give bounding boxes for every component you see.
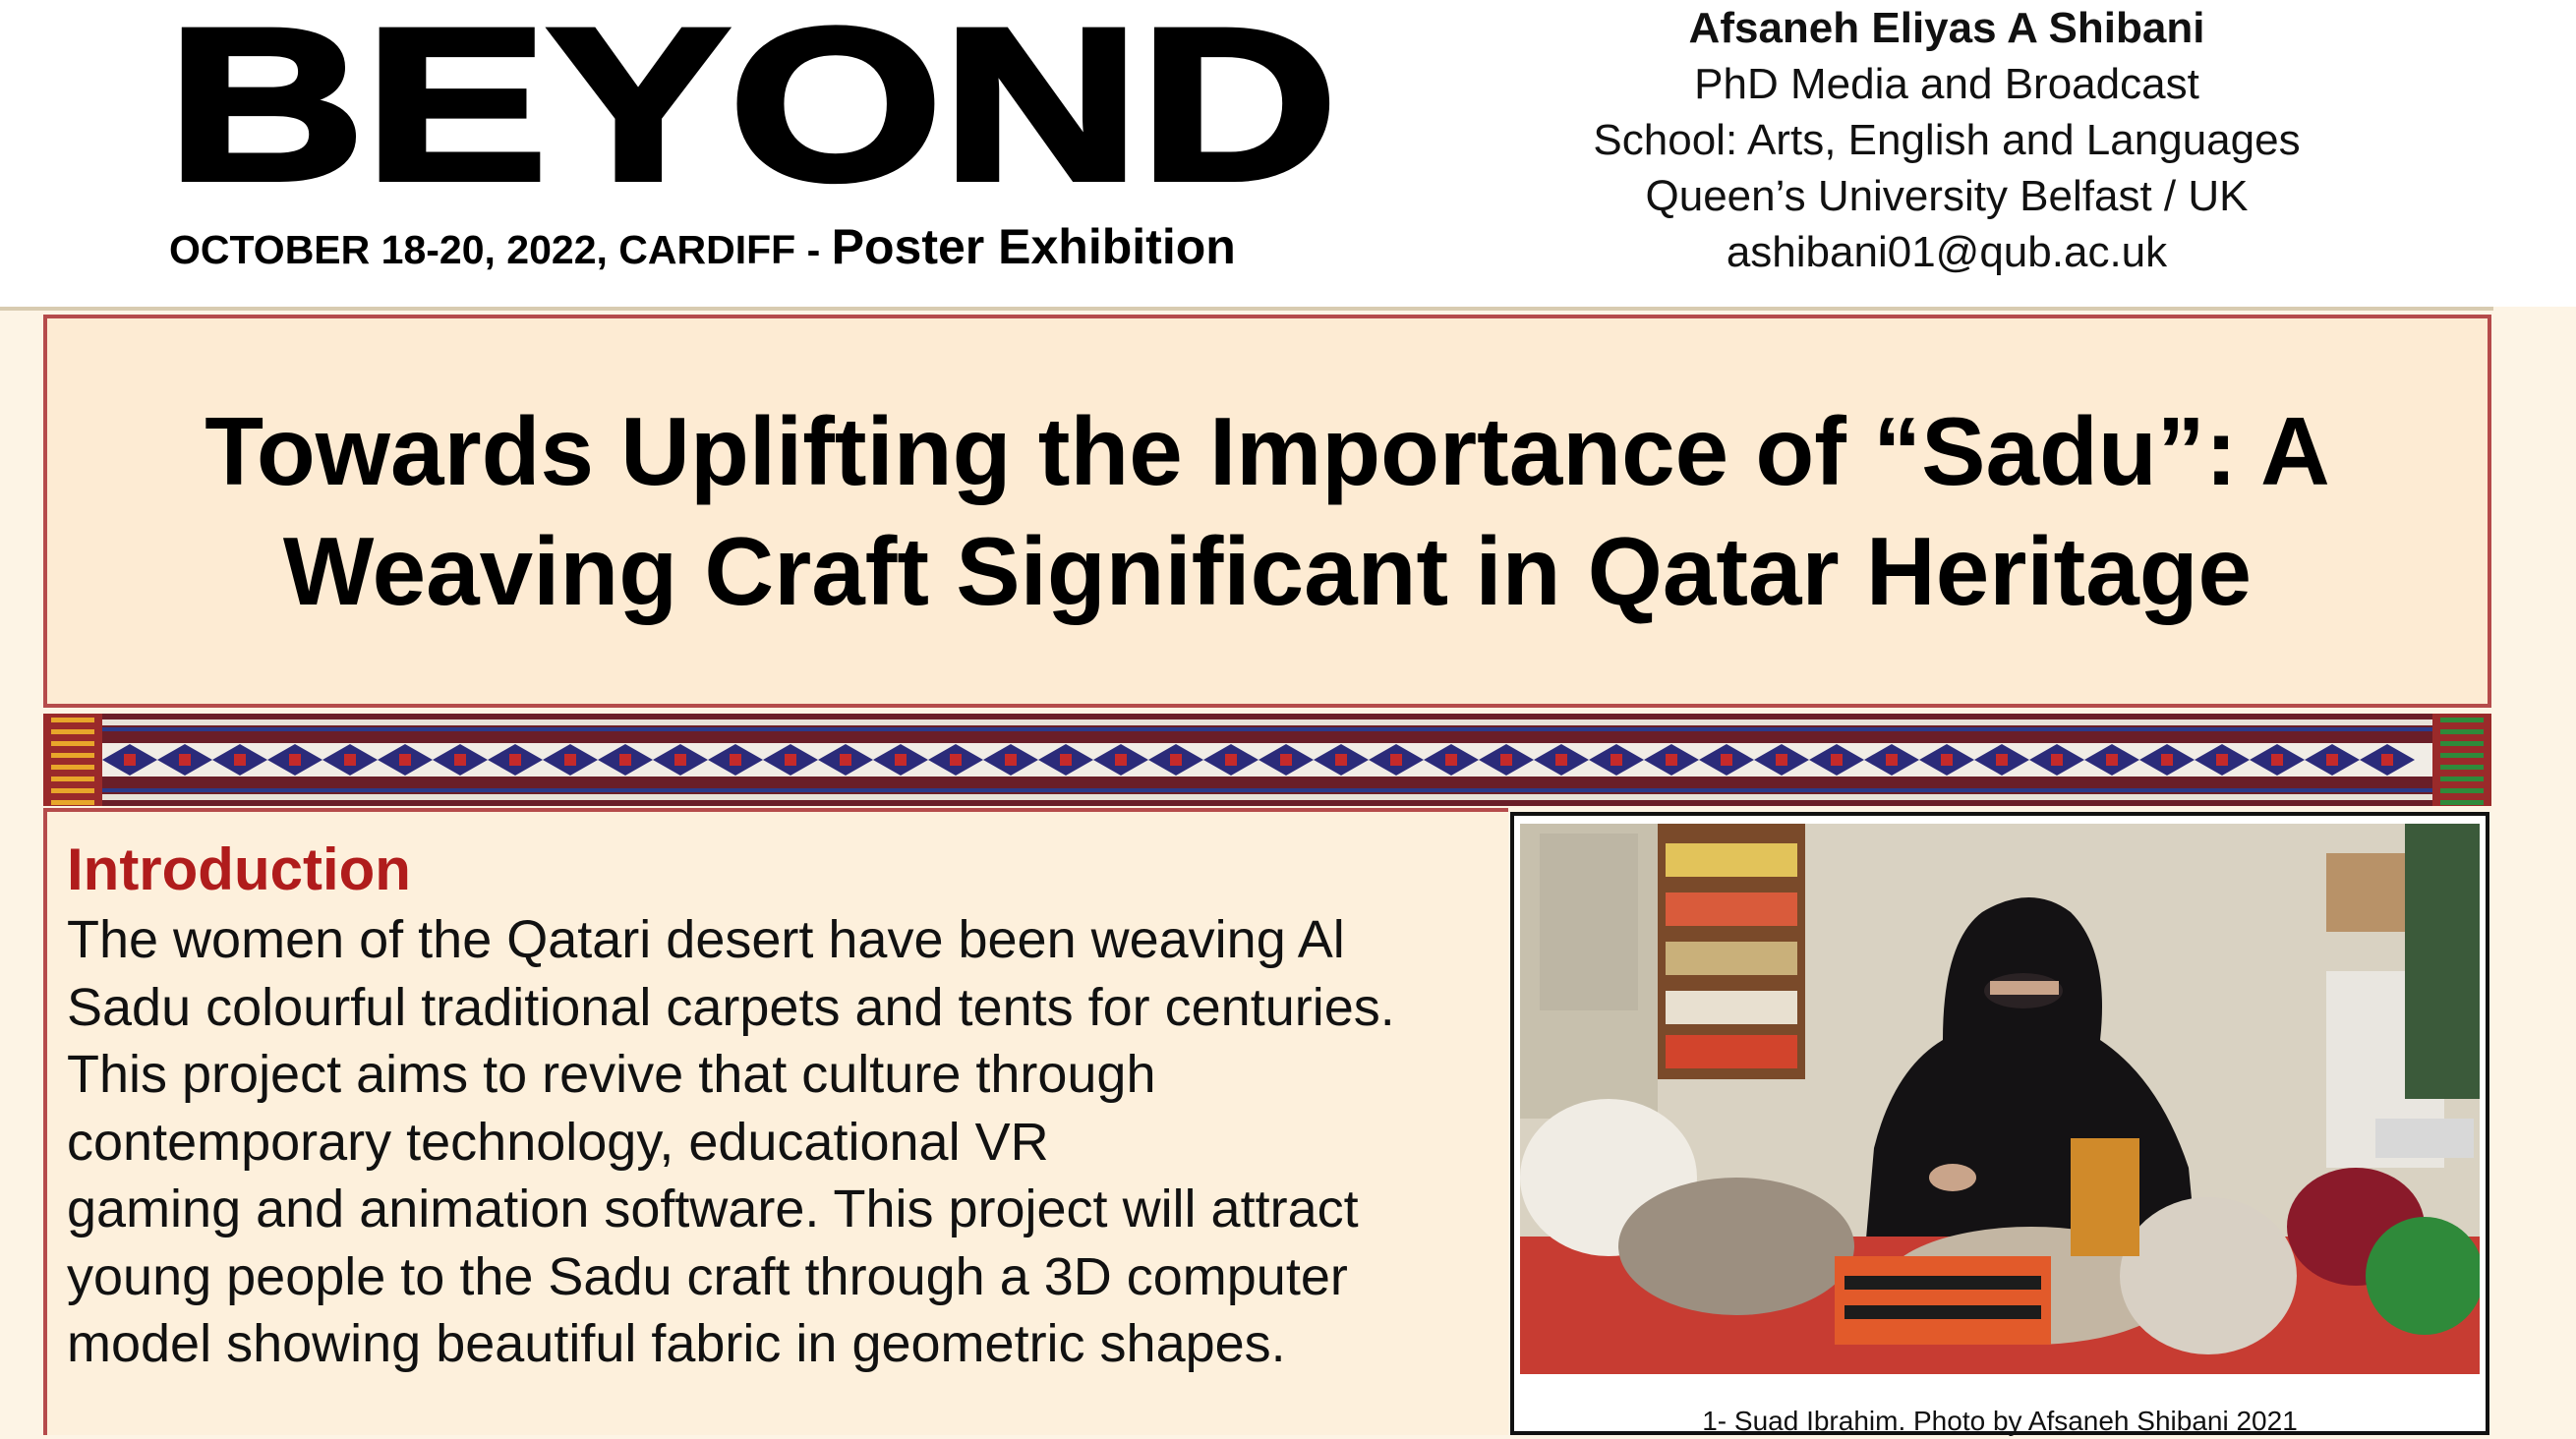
poster-title-line-1: Towards Uplifting the Importance of “Sadu”: A (205, 397, 2330, 505)
poster-title-line-2: Weaving Craft Significant in Qatar Heritage (282, 517, 2253, 625)
author-email: ashibani01@qub.ac.uk (1726, 228, 2168, 276)
author-school: School: Arts, English and Languages (1593, 116, 2301, 164)
author-university: Queen’s University Belfast / UK (1645, 172, 2249, 220)
author-block (1494, 0, 2399, 280)
introduction-line: young people to the Sadu craft through a 3D computer (67, 1246, 1348, 1306)
event-date: OCTOBER 18-20, 2022, CARDIFF (169, 227, 796, 272)
introduction-line: The women of the Qatari desert have been weaving Al (67, 910, 1345, 969)
figure-caption: 1- Suad Ibrahim. Photo by Afsaneh Shibani 2021 (1702, 1406, 2298, 1436)
introduction-line: gaming and animation software. This project will attract (67, 1180, 1359, 1238)
poster-right-margin (2493, 307, 2576, 1435)
introduction-section (43, 808, 1508, 1435)
sadu-pattern-band (43, 714, 2491, 806)
event-separator: - (795, 227, 832, 272)
beyond-logo-text: BEYOND (167, 14, 1337, 201)
introduction-line: Sadu colourful traditional carpets and tents for centuries. (67, 977, 1395, 1037)
event-line (169, 218, 1329, 275)
introduction-body (67, 906, 1502, 1378)
beyond-logo (167, 14, 1347, 201)
poster-title (68, 391, 2467, 631)
poster-header (0, 0, 2576, 307)
introduction-line: contemporary technology, educational VR (67, 1112, 1049, 1172)
event-type: Poster Exhibition (831, 219, 1236, 274)
figure-frame (1510, 812, 2489, 1435)
title-box (43, 315, 2491, 708)
weaver-photo (1520, 824, 2480, 1374)
introduction-line: This project aims to revive that culture through (67, 1045, 1156, 1104)
introduction-heading: Introduction (67, 836, 411, 902)
sadu-pattern-graphic (43, 714, 2491, 806)
author-name: Afsaneh Eliyas A Shibani (1688, 4, 2205, 52)
author-degree: PhD Media and Broadcast (1694, 60, 2199, 108)
introduction-line: model showing beautiful fabric in geometric shapes. (67, 1314, 1286, 1373)
